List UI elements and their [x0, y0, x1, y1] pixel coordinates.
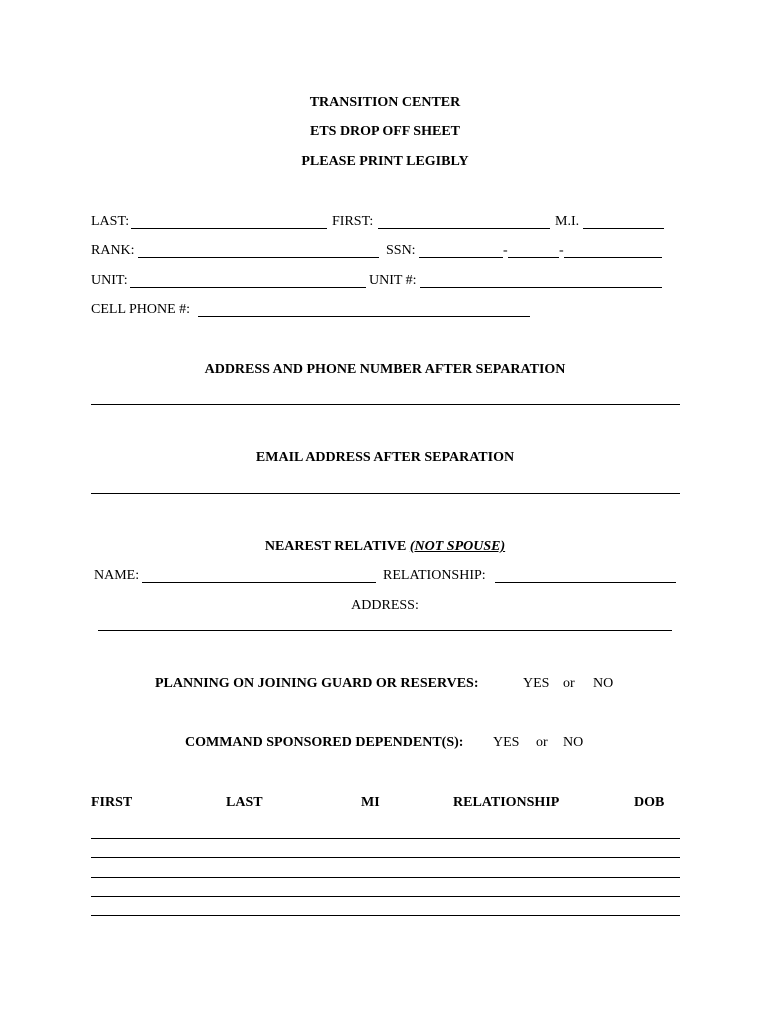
column-header-dob: DOB — [634, 795, 665, 810]
dependent-row[interactable] — [91, 877, 680, 878]
guard-or-text: or — [563, 676, 575, 691]
form-instruction: PLEASE PRINT LEGIBLY — [301, 154, 469, 169]
unit-number-label: UNIT #: — [369, 273, 417, 288]
relative-heading-line — [0, 539, 770, 555]
first-name-label: FIRST: — [332, 214, 374, 229]
email-heading: EMAIL ADDRESS AFTER SEPARATION — [255, 450, 515, 465]
dependents-or-text: or — [536, 735, 548, 750]
dependent-row[interactable] — [91, 896, 680, 897]
unit-field[interactable] — [130, 273, 366, 288]
middle-initial-label: M.I. — [555, 214, 580, 229]
dependent-row[interactable] — [91, 915, 680, 916]
column-header-last: LAST — [226, 795, 263, 810]
form-title: TRANSITION CENTER — [309, 95, 461, 110]
dependents-no-option[interactable]: NO — [563, 735, 584, 750]
dependents-question-label: COMMAND SPONSORED DEPENDENT(S): — [185, 735, 464, 750]
rank-field[interactable] — [138, 243, 379, 258]
column-header-mi: MI — [361, 795, 380, 810]
unit-number-field[interactable] — [420, 273, 662, 288]
form-subtitle: ETS DROP OFF SHEET — [309, 124, 460, 139]
column-header-relationship: RELATIONSHIP — [453, 795, 560, 810]
ssn-separator: - — [559, 243, 564, 258]
middle-initial-field[interactable] — [583, 214, 664, 229]
cell-phone-field[interactable] — [198, 302, 530, 317]
unit-label: UNIT: — [91, 273, 128, 288]
address-heading: ADDRESS AND PHONE NUMBER AFTER SEPARATION — [204, 362, 566, 377]
dependent-row[interactable] — [91, 838, 680, 839]
guard-no-option[interactable]: NO — [593, 676, 614, 691]
cell-phone-label: CELL PHONE #: — [91, 302, 191, 317]
dependents-yes-option[interactable]: YES — [493, 735, 520, 750]
ssn-label: SSN: — [386, 243, 416, 258]
last-name-field[interactable] — [131, 214, 327, 229]
ssn-part1-field[interactable] — [419, 243, 503, 258]
guard-yes-option[interactable]: YES — [523, 676, 550, 691]
relative-heading: NEAREST RELATIVE — [264, 539, 407, 554]
relative-heading-note: (NOT SPOUSE) — [409, 539, 506, 554]
relative-name-label: NAME: — [94, 568, 140, 583]
first-name-field[interactable] — [378, 214, 550, 229]
relative-address-field[interactable] — [98, 630, 672, 631]
last-name-label: LAST: — [91, 214, 130, 229]
ssn-separator: - — [503, 243, 508, 258]
ssn-part2-field[interactable] — [508, 243, 559, 258]
email-field[interactable] — [91, 493, 680, 494]
relative-relationship-label: RELATIONSHIP: — [383, 568, 486, 583]
ssn-part3-field[interactable] — [564, 243, 662, 258]
address-field[interactable] — [91, 404, 680, 405]
dependent-row[interactable] — [91, 857, 680, 858]
relative-address-label: ADDRESS: — [351, 598, 419, 613]
guard-question-label: PLANNING ON JOINING GUARD OR RESERVES: — [155, 676, 479, 691]
rank-label: RANK: — [91, 243, 135, 258]
relative-relationship-field[interactable] — [495, 568, 676, 583]
relative-name-field[interactable] — [142, 568, 376, 583]
column-header-first: FIRST — [91, 795, 133, 810]
